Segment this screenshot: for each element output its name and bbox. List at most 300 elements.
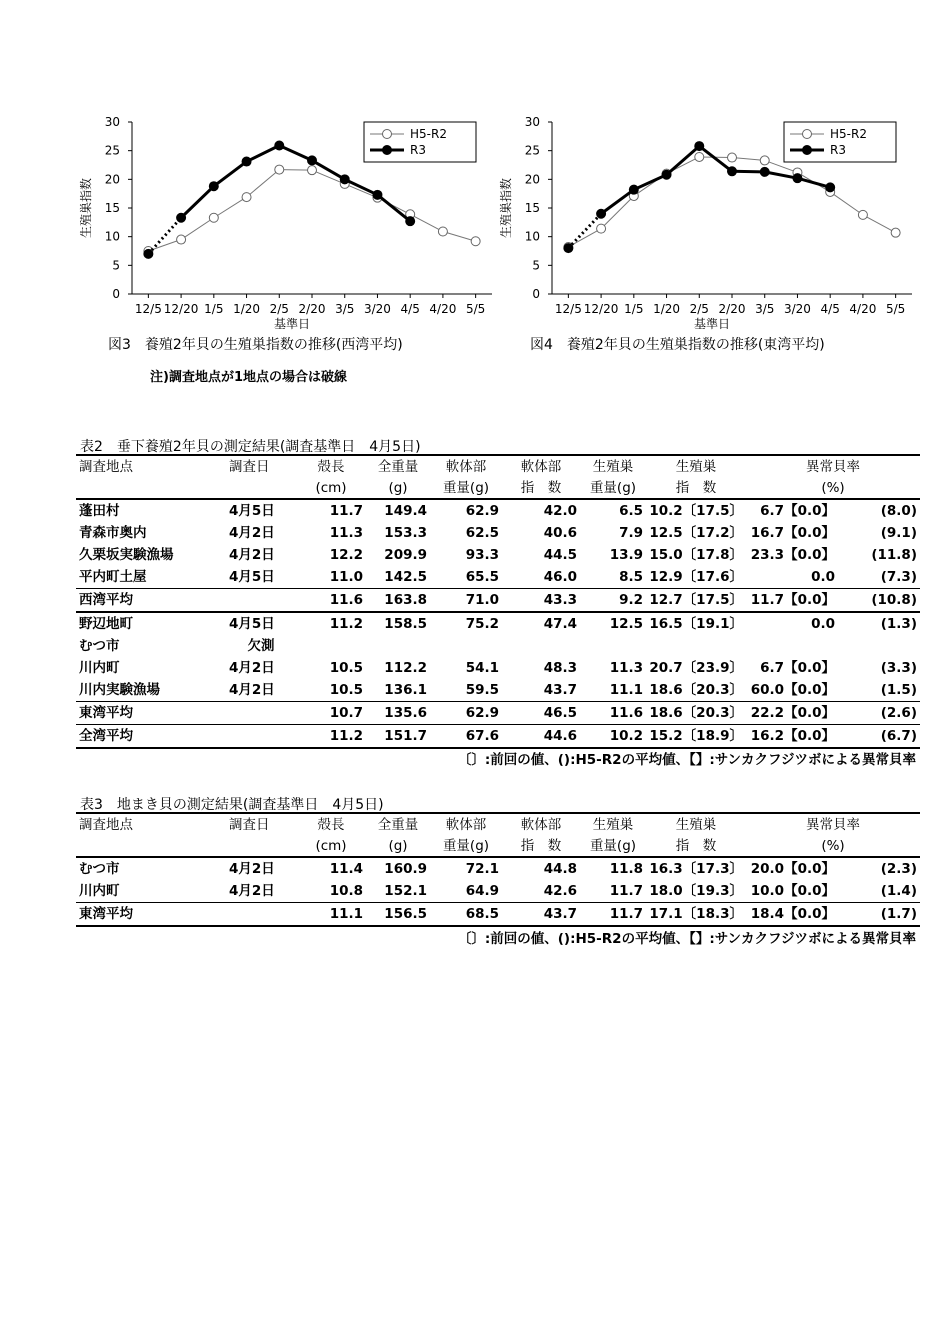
soft-weight: 68.5 xyxy=(430,903,502,927)
site-name: 川内実験漁場 xyxy=(79,682,160,698)
series-1-segment xyxy=(345,179,378,194)
series-1-point xyxy=(242,157,251,166)
table2-title: 表2 垂下養殖2年貝の測定結果(調査基準日 4月5日) xyxy=(80,439,421,455)
soft-weight: 75.2 xyxy=(430,612,502,635)
y-tick-label: 5 xyxy=(112,258,120,273)
table3-footnote: 〔〕:前回の値、():H5-R2の平均値、【】:サンカクフジツボによる異常貝率 xyxy=(457,931,916,947)
abnormal-rate-average: (11.8) xyxy=(871,547,917,563)
x-tick-label: 12/5 xyxy=(134,302,162,316)
gonad-weight: 8.5 xyxy=(619,569,643,585)
shell-length: 12.2 xyxy=(329,547,363,563)
x-axis-title: 基準日 xyxy=(693,317,731,331)
soft-weight: 62.9 xyxy=(430,702,502,725)
x-tick-label: 3/5 xyxy=(755,302,775,316)
column-header: 軟体部 xyxy=(430,455,502,478)
y-tick-label: 15 xyxy=(524,201,540,215)
soft-index: 44.6 xyxy=(502,725,580,749)
legend-marker-1 xyxy=(803,146,812,155)
series-1-point xyxy=(793,174,802,183)
chart-fig4 xyxy=(490,108,920,338)
gonad-weight: 9.2 xyxy=(580,589,646,613)
gonad-weight: 11.7 xyxy=(609,883,643,899)
gonad-index: 18.6〔20.3〕 xyxy=(649,682,743,698)
table-row xyxy=(76,589,920,613)
x-tick-label: 5/5 xyxy=(465,302,486,316)
x-tick-label: 1/20 xyxy=(233,302,261,316)
column-unit: (cm) xyxy=(315,480,347,496)
legend-marker-1 xyxy=(383,146,392,155)
chart-fig3 xyxy=(70,108,500,338)
gonad-weight: 10.2 xyxy=(580,725,646,749)
y-tick-label: 25 xyxy=(104,143,120,158)
total-weight: 209.9 xyxy=(384,547,427,563)
gonad-index: 10.2〔17.5〕 xyxy=(646,499,746,522)
column-header: 軟体部 xyxy=(502,813,580,836)
table-row xyxy=(76,522,920,544)
x-tick-label: 1/5 xyxy=(624,302,644,316)
column-header: 異常貝率 xyxy=(746,455,920,478)
abnormal-rate: 6.7【0.0】 xyxy=(760,660,835,676)
soft-index: 42.0 xyxy=(502,499,580,522)
column-header: 殻長 xyxy=(296,813,366,836)
table-row xyxy=(76,499,920,522)
series-0-segment xyxy=(247,170,280,198)
site-name: 久栗坂実験漁場 xyxy=(79,547,174,563)
table-row xyxy=(76,880,920,903)
series-1-segment xyxy=(214,162,247,187)
series-1-point xyxy=(662,170,671,179)
series-0-segment xyxy=(410,214,443,231)
abnormal-rate-average: (2.3) xyxy=(838,857,920,880)
gonad-weight: 11.8 xyxy=(580,857,646,880)
series-0-point xyxy=(275,165,284,174)
column-unit: (%) xyxy=(821,480,845,496)
series-1-segment xyxy=(699,146,732,171)
series-1-segment xyxy=(279,146,312,161)
legend-marker-0 xyxy=(383,130,392,139)
y-tick-label: 0 xyxy=(532,287,540,301)
series-0-point xyxy=(891,228,900,237)
column-unit xyxy=(76,836,226,857)
shell-length: 11.2 xyxy=(296,725,366,749)
column-unit xyxy=(76,478,226,499)
y-tick-label: 20 xyxy=(104,172,120,187)
table-row xyxy=(76,903,920,927)
abnormal-rate: 10.0【0.0】 xyxy=(750,883,835,899)
x-tick-label: 3/20 xyxy=(363,302,391,316)
x-tick-label: 12/20 xyxy=(163,302,199,316)
y-tick-label: 10 xyxy=(104,229,120,244)
site-name: 青森市奥内 xyxy=(79,525,147,541)
site-name: 東湾平均 xyxy=(76,702,226,725)
soft-weight: 62.9 xyxy=(430,499,502,522)
site-name: むつ市 xyxy=(79,638,120,654)
soft-index: 44.8 xyxy=(502,857,580,880)
total-weight: 142.5 xyxy=(384,569,427,585)
soft-index: 46.5 xyxy=(502,702,580,725)
site-name: 西湾平均 xyxy=(76,589,226,613)
table3-title: 表3 地まき貝の測定結果(調査基準日 4月5日) xyxy=(80,797,384,813)
column-header: 異常貝率 xyxy=(746,813,920,836)
site-name: 川内町 xyxy=(79,883,120,899)
abnormal-rate-average: (9.1) xyxy=(880,525,917,541)
shell-length: 11.4 xyxy=(296,857,366,880)
header-row xyxy=(76,455,920,478)
y-tick-label: 20 xyxy=(524,172,540,187)
x-tick-label: 3/20 xyxy=(783,302,811,316)
total-weight: 151.7 xyxy=(366,725,430,749)
column-unit xyxy=(226,478,296,499)
soft-weight: 54.1 xyxy=(465,660,499,676)
series-1-point xyxy=(177,213,186,222)
abnormal-rate: 0.0 xyxy=(811,569,835,585)
series-1-point xyxy=(597,209,606,218)
series-0-point xyxy=(471,237,480,246)
gonad-index: 12.9〔17.6〕 xyxy=(649,569,743,585)
series-0-point xyxy=(177,235,186,244)
series-1-segment xyxy=(601,190,634,214)
column-unit: (%) xyxy=(821,838,845,854)
soft-weight: 59.5 xyxy=(465,682,499,698)
table-row xyxy=(76,566,920,589)
soft-index: 40.6 xyxy=(543,525,577,541)
total-weight: 152.1 xyxy=(384,883,427,899)
column-unit: (g) xyxy=(388,838,408,854)
soft-weight: 93.3 xyxy=(465,547,499,563)
x-tick-label: 2/5 xyxy=(689,302,709,316)
total-weight: 153.3 xyxy=(384,525,427,541)
series-0-point xyxy=(242,193,251,202)
x-tick-label: 2/5 xyxy=(269,302,289,316)
x-tick-label: 1/5 xyxy=(204,302,224,316)
series-1-point xyxy=(826,183,835,192)
column-header: 調査日 xyxy=(226,455,296,478)
total-weight: 136.1 xyxy=(384,682,427,698)
gonad-index: 20.7〔23.9〕 xyxy=(649,660,743,676)
column-unit: (cm) xyxy=(315,838,347,854)
x-tick-label: 2/20 xyxy=(718,302,746,316)
soft-index: 44.5 xyxy=(543,547,577,563)
shell-length: 10.7 xyxy=(296,702,366,725)
survey-date: 4月2日 xyxy=(226,857,296,880)
series-0-point xyxy=(438,227,447,236)
legend-label-1: R3 xyxy=(410,143,426,157)
shell-length: 11.0 xyxy=(329,569,363,585)
table2-footnote: 〔〕:前回の値、():H5-R2の平均値、【】:サンカクフジツボによる異常貝率 xyxy=(457,752,916,768)
survey-date xyxy=(226,702,296,725)
series-0-segment xyxy=(181,218,214,240)
column-unit: 重量(g) xyxy=(589,480,637,496)
soft-weight: 64.9 xyxy=(465,883,499,899)
survey-date: 4月5日 xyxy=(229,569,275,585)
table-row xyxy=(76,702,920,725)
table3 xyxy=(76,812,920,927)
column-header: 全重量 xyxy=(366,455,430,478)
series-1-point xyxy=(564,244,573,253)
column-unit: 重量(g) xyxy=(442,838,490,854)
column-header: 軟体部 xyxy=(502,455,580,478)
abnormal-rate xyxy=(746,635,838,657)
gonad-weight: 6.5 xyxy=(580,499,646,522)
soft-weight: 67.6 xyxy=(430,725,502,749)
soft-index: 43.3 xyxy=(502,589,580,613)
series-1-point xyxy=(728,167,737,176)
gonad-index: 12.7〔17.5〕 xyxy=(646,589,746,613)
series-1-point xyxy=(275,141,284,150)
soft-index: 43.7 xyxy=(502,903,580,927)
x-axis-title: 基準日 xyxy=(273,317,311,331)
series-0-point xyxy=(209,213,218,222)
abnormal-rate-average: (1.5) xyxy=(880,682,917,698)
column-unit: 指 数 xyxy=(675,838,717,854)
total-weight: 135.6 xyxy=(366,702,430,725)
x-tick-label: 12/20 xyxy=(583,302,619,316)
legend-label-1: R3 xyxy=(830,143,846,157)
x-tick-label: 4/5 xyxy=(820,302,840,316)
survey-date: 4月5日 xyxy=(226,499,296,522)
total-weight: 158.5 xyxy=(366,612,430,635)
y-tick-label: 0 xyxy=(112,287,120,301)
column-header: 調査日 xyxy=(226,813,296,836)
y-tick-label: 30 xyxy=(524,115,540,129)
column-unit: 指 数 xyxy=(520,480,562,496)
abnormal-rate: 23.3【0.0】 xyxy=(750,547,835,563)
gonad-weight: 11.1 xyxy=(609,682,643,698)
series-1-point xyxy=(373,190,382,199)
series-0-point xyxy=(308,166,317,175)
abnormal-rate-average xyxy=(838,635,920,657)
gonad-weight: 11.6 xyxy=(580,702,646,725)
survey-date xyxy=(226,725,296,749)
x-tick-label: 4/5 xyxy=(400,302,420,316)
survey-date xyxy=(226,903,296,927)
dashed-line-note: 注)調査地点が1地点の場合は破線 xyxy=(150,370,347,385)
column-header: 生殖巣 xyxy=(646,813,746,836)
shell-length: 11.2 xyxy=(296,612,366,635)
series-1-point xyxy=(308,156,317,165)
abnormal-rate-average: (8.0) xyxy=(838,499,920,522)
survey-date: 4月2日 xyxy=(229,547,275,563)
x-tick-label: 12/5 xyxy=(554,302,582,316)
survey-date: 欠測 xyxy=(247,638,275,654)
series-0-point xyxy=(760,156,769,165)
x-tick-label: 2/20 xyxy=(298,302,326,316)
legend-marker-0 xyxy=(803,130,812,139)
survey-date: 4月2日 xyxy=(229,525,275,541)
abnormal-rate: 16.2【0.0】 xyxy=(746,725,838,749)
column-unit: 指 数 xyxy=(675,480,717,496)
shell-length: 11.6 xyxy=(296,589,366,613)
gonad-weight: 13.9 xyxy=(609,547,643,563)
gonad-index: 18.0〔19.3〕 xyxy=(649,883,743,899)
soft-weight: 65.5 xyxy=(465,569,499,585)
column-header: 生殖巣 xyxy=(580,813,646,836)
series-1-segment xyxy=(634,175,667,190)
gonad-index: 18.6〔20.3〕 xyxy=(646,702,746,725)
abnormal-rate-average: (7.3) xyxy=(880,569,917,585)
series-1-segment xyxy=(797,178,830,187)
x-tick-label: 4/20 xyxy=(849,302,877,316)
series-1-point xyxy=(406,217,415,226)
abnormal-rate: 20.0【0.0】 xyxy=(746,857,838,880)
x-tick-label: 5/5 xyxy=(885,302,906,316)
site-name: むつ市 xyxy=(76,857,226,880)
soft-weight xyxy=(430,635,502,657)
series-1-segment xyxy=(148,218,181,254)
series-0-point xyxy=(597,224,606,233)
shell-length: 11.7 xyxy=(296,499,366,522)
gonad-weight: 7.9 xyxy=(619,525,643,541)
abnormal-rate-average: (3.3) xyxy=(880,660,917,676)
abnormal-rate-average: (10.8) xyxy=(838,589,920,613)
survey-date xyxy=(226,589,296,613)
series-0-segment xyxy=(214,197,247,218)
series-1-point xyxy=(340,175,349,184)
x-tick-label: 1/20 xyxy=(653,302,681,316)
y-tick-label: 15 xyxy=(104,201,120,215)
gonad-index: 15.2〔18.9〕 xyxy=(646,725,746,749)
legend-label-0: H5-R2 xyxy=(410,127,447,141)
total-weight: 160.9 xyxy=(366,857,430,880)
site-name: 野辺地町 xyxy=(76,612,226,635)
gonad-index: 16.5〔19.1〕 xyxy=(646,612,746,635)
abnormal-rate-average: (2.6) xyxy=(838,702,920,725)
series-1-point xyxy=(209,182,218,191)
y-tick-label: 30 xyxy=(104,115,120,129)
series-1-segment xyxy=(667,146,700,175)
abnormal-rate: 16.7【0.0】 xyxy=(750,525,835,541)
survey-date: 4月2日 xyxy=(229,883,275,899)
column-header: 生殖巣 xyxy=(646,455,746,478)
survey-date: 4月2日 xyxy=(229,660,275,676)
gonad-index: 17.1〔18.3〕 xyxy=(646,903,746,927)
y-tick-label: 10 xyxy=(524,229,540,244)
series-1-segment xyxy=(181,186,214,218)
gonad-index: 16.3〔17.3〕 xyxy=(646,857,746,880)
column-header: 調査地点 xyxy=(76,813,226,836)
total-weight xyxy=(366,635,430,657)
gonad-weight: 11.7 xyxy=(580,903,646,927)
soft-index: 43.7 xyxy=(543,682,577,698)
soft-weight: 71.0 xyxy=(430,589,502,613)
table-row xyxy=(76,679,920,702)
column-header: 軟体部 xyxy=(430,813,502,836)
gonad-index xyxy=(646,635,746,657)
site-name: 川内町 xyxy=(79,660,120,676)
survey-date: 4月2日 xyxy=(229,682,275,698)
series-1-point xyxy=(760,167,769,176)
abnormal-rate: 11.7【0.0】 xyxy=(746,589,838,613)
series-1-point xyxy=(695,142,704,151)
series-1-point xyxy=(629,185,638,194)
shell-length: 11.1 xyxy=(296,903,366,927)
series-0-point xyxy=(728,153,737,162)
y-tick-label: 25 xyxy=(524,143,540,158)
abnormal-rate-average: (1.7) xyxy=(838,903,920,927)
gonad-weight xyxy=(580,635,646,657)
abnormal-rate-average: (1.3) xyxy=(838,612,920,635)
column-unit: 重量(g) xyxy=(442,480,490,496)
table-row xyxy=(76,725,920,749)
site-name: 全湾平均 xyxy=(76,725,226,749)
shell-length: 10.8 xyxy=(329,883,363,899)
soft-index xyxy=(502,635,580,657)
series-0-segment xyxy=(863,215,896,233)
soft-index: 47.4 xyxy=(502,612,580,635)
gonad-weight: 12.5 xyxy=(580,612,646,635)
column-header: 生殖巣 xyxy=(580,455,646,478)
total-weight: 112.2 xyxy=(384,660,427,676)
abnormal-rate: 18.4【0.0】 xyxy=(746,903,838,927)
table-row xyxy=(76,657,920,679)
abnormal-rate: 60.0【0.0】 xyxy=(750,682,835,698)
header-unit-row xyxy=(76,478,920,499)
fig3-caption: 図3 養殖2年貝の生殖巣指数の推移(西湾平均) xyxy=(108,337,403,353)
column-header: 殻長 xyxy=(296,455,366,478)
series-0-point xyxy=(695,152,704,161)
soft-index: 46.0 xyxy=(543,569,577,585)
shell-length: 10.5 xyxy=(329,682,363,698)
x-tick-label: 3/5 xyxy=(335,302,355,316)
total-weight: 156.5 xyxy=(366,903,430,927)
soft-weight: 72.1 xyxy=(430,857,502,880)
shell-length: 11.3 xyxy=(329,525,363,541)
legend-label-0: H5-R2 xyxy=(830,127,867,141)
series-1-point xyxy=(144,249,153,258)
header-row xyxy=(76,813,920,836)
abnormal-rate-average: (1.4) xyxy=(880,883,917,899)
total-weight: 163.8 xyxy=(366,589,430,613)
column-header: 全重量 xyxy=(366,813,430,836)
column-header: 調査地点 xyxy=(76,455,226,478)
gonad-weight: 11.3 xyxy=(609,660,643,676)
survey-date: 4月5日 xyxy=(226,612,296,635)
series-0-point xyxy=(858,210,867,219)
column-unit: 指 数 xyxy=(520,838,562,854)
soft-weight: 62.5 xyxy=(465,525,499,541)
series-0-segment xyxy=(443,232,476,242)
abnormal-rate: 22.2【0.0】 xyxy=(746,702,838,725)
abnormal-rate-average: (6.7) xyxy=(838,725,920,749)
y-axis-title: 生殖巣指数 xyxy=(499,177,513,239)
table-row xyxy=(76,857,920,880)
table-row xyxy=(76,635,920,657)
series-1-segment xyxy=(247,146,280,162)
table-row xyxy=(76,544,920,566)
soft-index: 42.6 xyxy=(543,883,577,899)
series-0-segment xyxy=(830,192,863,215)
column-unit: 重量(g) xyxy=(589,838,637,854)
abnormal-rate: 0.0 xyxy=(746,612,838,635)
series-1-segment xyxy=(377,195,410,221)
header-unit-row xyxy=(76,836,920,857)
abnormal-rate: 6.7【0.0】 xyxy=(746,499,838,522)
gonad-index: 15.0〔17.8〕 xyxy=(649,547,743,563)
shell-length xyxy=(296,635,366,657)
total-weight: 149.4 xyxy=(366,499,430,522)
soft-index: 48.3 xyxy=(543,660,577,676)
y-tick-label: 5 xyxy=(532,258,540,273)
column-unit: (g) xyxy=(388,480,408,496)
y-axis-title: 生殖巣指数 xyxy=(79,177,93,239)
fig4-caption: 図4 養殖2年貝の生殖巣指数の推移(東湾平均) xyxy=(530,337,825,353)
gonad-index: 12.5〔17.2〕 xyxy=(649,525,743,541)
x-tick-label: 4/20 xyxy=(429,302,457,316)
site-name: 平内町土屋 xyxy=(79,569,147,585)
column-unit xyxy=(226,836,296,857)
table-row xyxy=(76,612,920,635)
table2 xyxy=(76,454,920,749)
